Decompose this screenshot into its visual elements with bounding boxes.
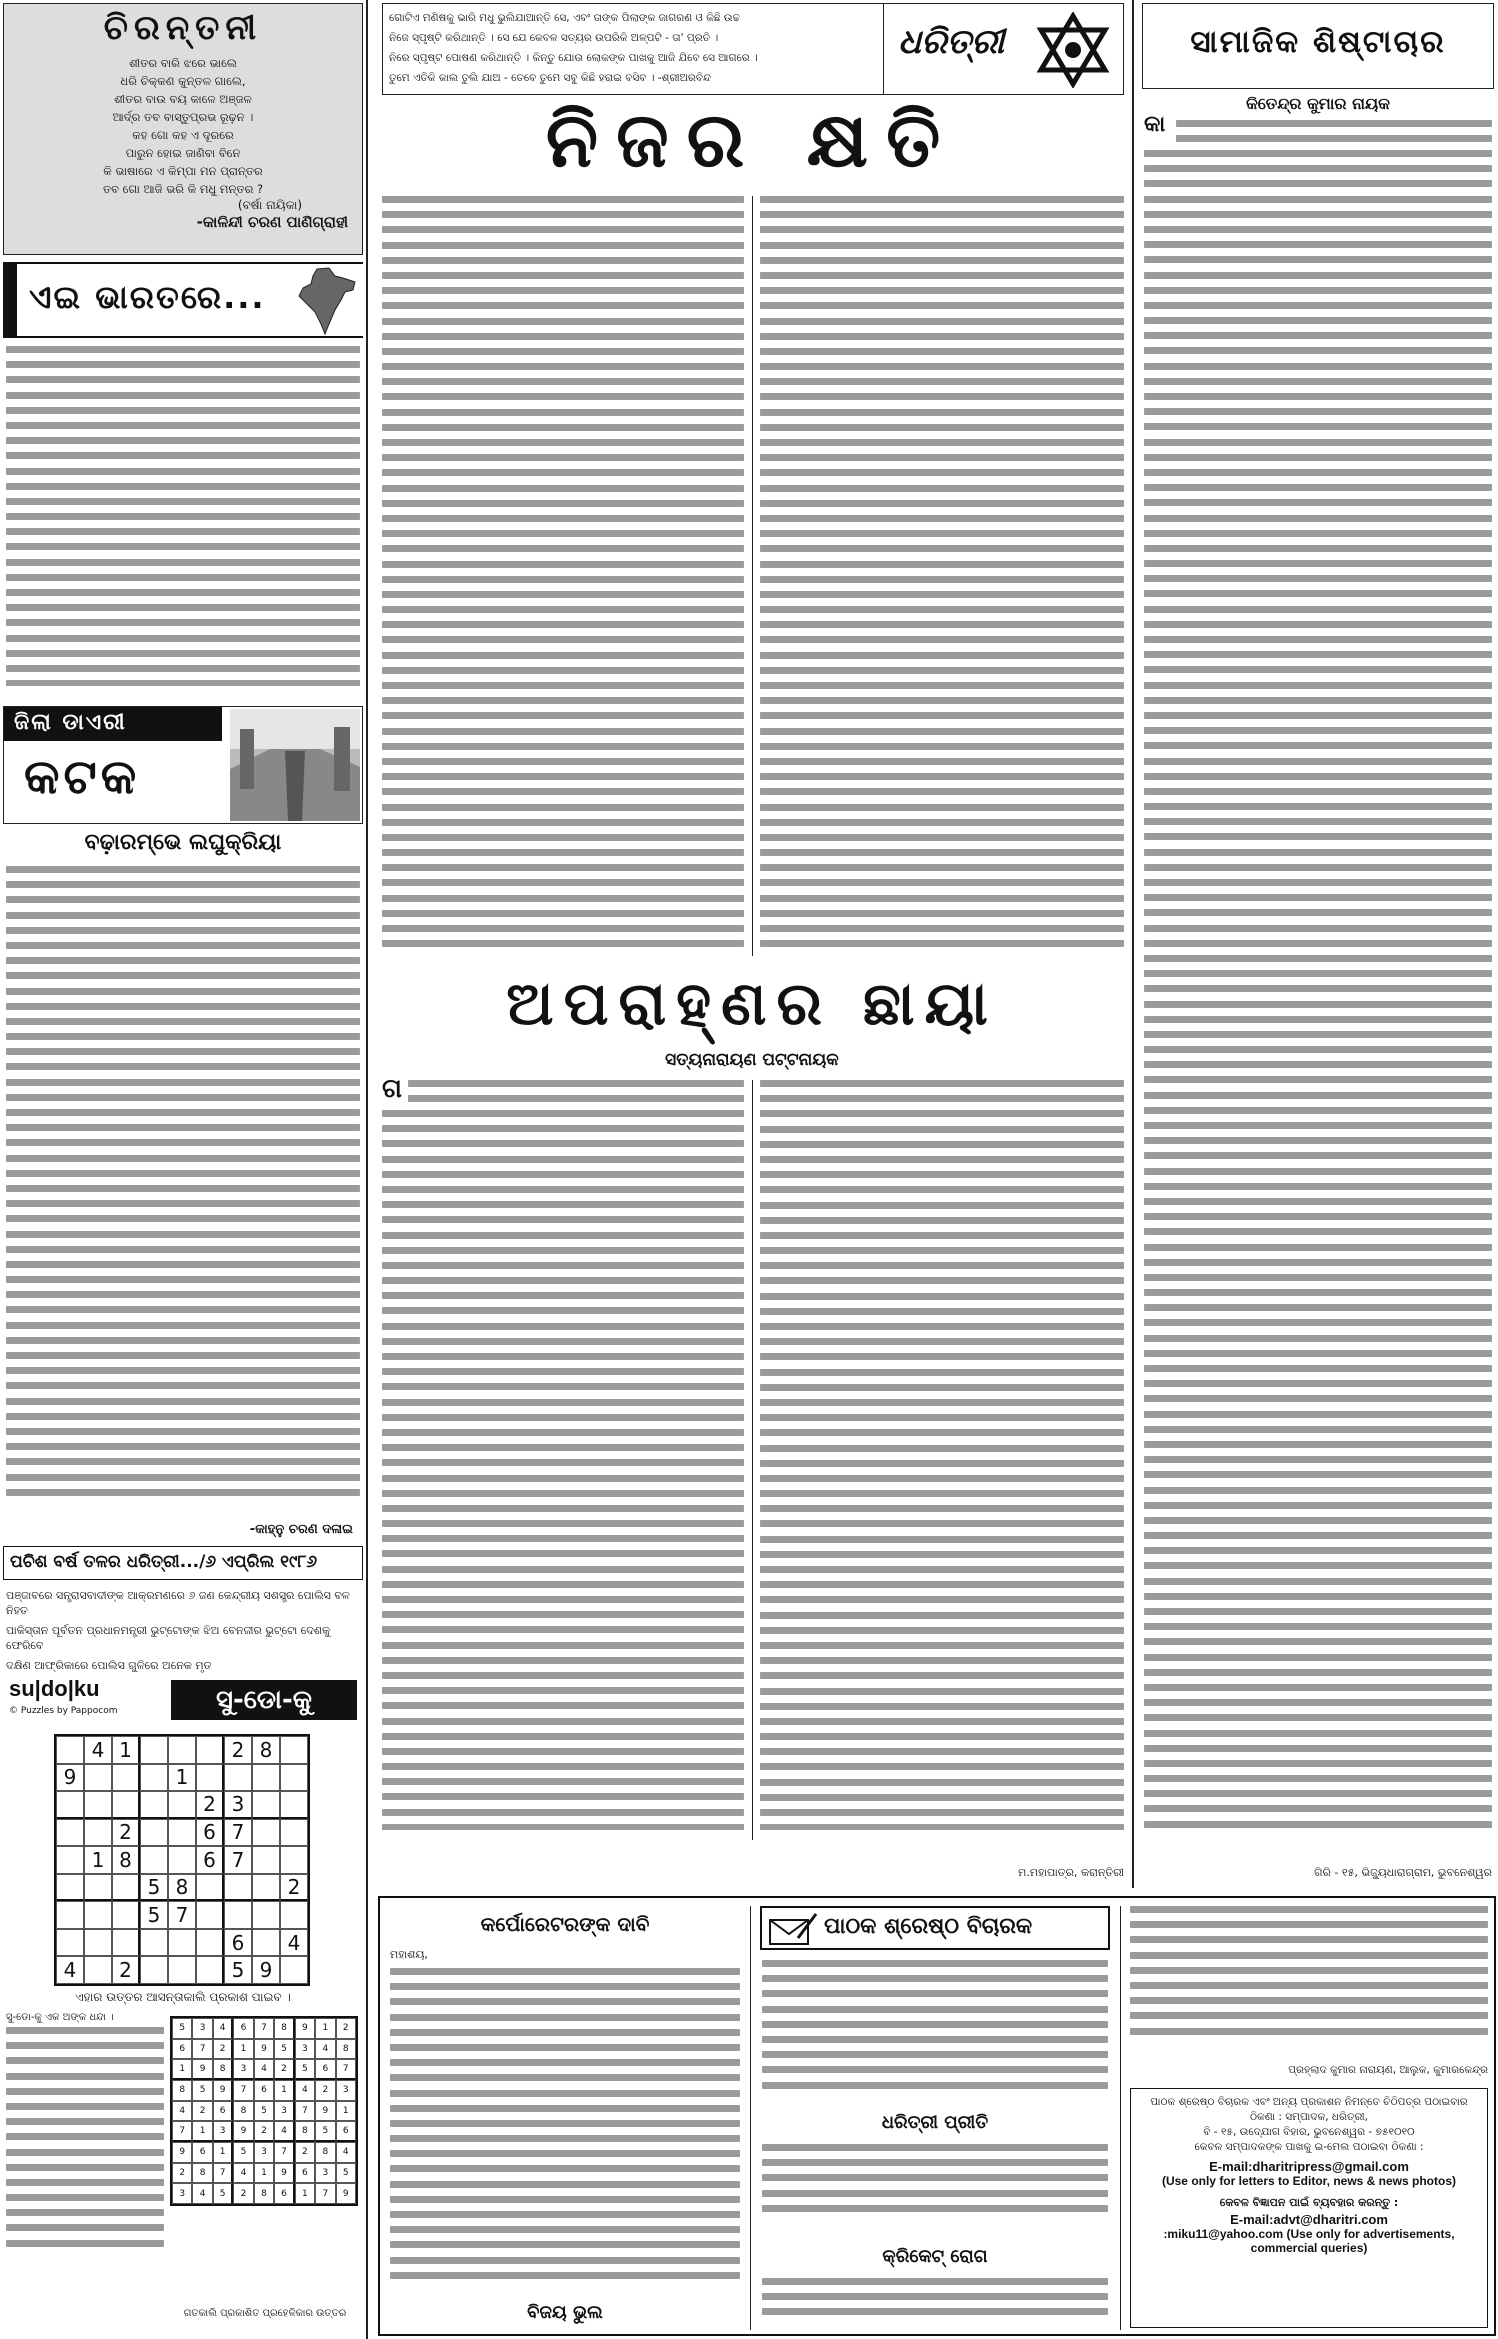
sudoku-cell[interactable] — [168, 1819, 196, 1847]
poem-author: -କାଳିନ୍ଦୀ ଚରଣ ପାଣିଗ୍ରାହୀ — [196, 213, 348, 231]
sudoku-cell: 3 — [336, 2080, 356, 2101]
letter3-title: କ୍ରିକେଟ୍ ରୋଗ — [882, 2246, 988, 2267]
sudoku-cell: 4 — [315, 2039, 335, 2060]
sudoku-cell: 6 — [172, 2039, 192, 2060]
sudoku-cell: 3 — [213, 2121, 233, 2142]
sudoku-cell[interactable] — [140, 1736, 168, 1764]
letter1-signoff: ବିଜୟ ଭୁଲ — [527, 2302, 603, 2323]
etiquette-title-box — [1142, 3, 1494, 89]
sudoku-cell: 1 — [233, 2039, 253, 2060]
etiquette-dropcap: କା — [1144, 112, 1166, 137]
sudoku-cell: 7 — [192, 2039, 212, 2060]
letter-col2-body — [762, 1960, 1108, 2108]
sudoku-cell: 5 — [274, 2039, 294, 2060]
sudoku-cell: 5 — [172, 2018, 192, 2039]
archive-item: ପଞ୍ଜାବରେ ସନ୍ତ୍ରାସବାଦୀଙ୍କ ଆକ୍ରମଣରେ ୬ ଜଣ କେନ୍ଦ୍ରୀୟ ସଶସ୍ତ୍ର ପୋଲିସ ବଳ ନିହତ — [6, 1589, 350, 1617]
headline-2: ଅପରାହ୍ଣର ଛାୟା — [506, 969, 998, 1039]
sudoku-cell: 1 — [295, 2183, 315, 2204]
sudoku-cell: 1 — [254, 2163, 274, 2184]
letter3-body-cont — [1130, 1906, 1488, 2056]
sudoku-cell[interactable] — [56, 1819, 84, 1847]
sudoku-cell[interactable] — [168, 1956, 196, 1984]
sudoku-cell[interactable]: 6 — [196, 1819, 224, 1847]
district-name: କଟକ — [24, 749, 141, 805]
sudoku-cell: 6 — [254, 2080, 274, 2101]
sudoku-cell: 8 — [213, 2059, 233, 2080]
sudoku-cell[interactable] — [196, 1736, 224, 1764]
contact-box — [1130, 2088, 1488, 2328]
sudoku-cell: 2 — [172, 2163, 192, 2184]
sudoku-cell[interactable] — [252, 1929, 280, 1957]
sudoku-cell: 4 — [274, 2121, 294, 2142]
archive-header — [3, 1546, 363, 1580]
sudoku-cell: 2 — [192, 2101, 212, 2122]
district-author: -କାହ୍ନୁ ଚରଣ ଦଳାଇ — [249, 1522, 353, 1537]
letter3-body — [762, 2278, 1108, 2334]
sudoku-cell[interactable]: 8 — [252, 1736, 280, 1764]
sudoku-cell[interactable] — [168, 1846, 196, 1874]
sudoku-cell: 5 — [213, 2183, 233, 2204]
sudoku-cell[interactable] — [224, 1901, 252, 1929]
ads-heading: କେବଳ ବିଜ୍ଞାପନ ପାଇଁ ବ୍ୟବହାର କରନ୍ତୁ : — [1219, 2196, 1399, 2209]
sudoku-title: ସୁ-ଡୋ-କୁ — [171, 1680, 357, 1720]
archive-item: ଦକ୍ଷିଣ ଆଫ୍ରିକାରେ ପୋଲିସ ଗୁଳିରେ ଅନେକ ମୃତ — [6, 1659, 212, 1672]
sudoku-cell: 2 — [233, 2183, 253, 2204]
contact-line: ବି - ୧୫, ଉଦ୍ଯୋଗ ବିହାର, ଭୁବନେଶ୍ୱର - ୭୫୧୦୧୦ — [1203, 2126, 1415, 2138]
story2-signoff: ମ.ମହାପାତ୍ର, କରାନ୍ତିରୀ — [1018, 1866, 1124, 1879]
sudoku-cell: 3 — [233, 2059, 253, 2080]
sudoku-cell: 5 — [336, 2163, 356, 2184]
letter2-title: ଧରିତ୍ରୀ ପ୍ରୀତି — [881, 2112, 989, 2133]
editor-email-link[interactable]: E-mail:dharitripress@gmail.com — [1209, 2159, 1409, 2174]
poem-lines: ଶୀତର ବାରି ଝରେ ଭାଲେ ଧରି ଚିକ୍କଣ କୁନ୍ତଳ ଗାଲେ, ଶୀତର ବାଉ ବୟ କାଳେ ଅଞ୍ଜଳ ଆର୍ଦ୍ର ତବ ବାସ୍ତୁପ୍ରଭ ରୂଢ଼ନ । କହ ଗୋ କହ ଏ ଦୂରରେ ପାରୁନ ହୋଇ ଜାଣିବା ବିନେ କି ଭାଷାରେ ଏ କିମ୍ପା ମନ ପ୍ରାନ୍ତର ତବ ଗୋ ଆଜି ଭରି କି ମଧୁ ମନ୍ତର ? — [102, 56, 264, 196]
archive-item: ପାକିସ୍ତାନ ପୂର୍ବତନ ପ୍ରଧାନମନ୍ତ୍ରୀ ଭୁଟ୍ଟୋଙ୍କ ଝିଅ ବେନଜୀର ଭୁଟ୍ଟୋ ଦେଶକୁ ଫେରିବେ — [6, 1624, 331, 1652]
sudoku-cell[interactable] — [196, 1874, 224, 1902]
letter1-title: କର୍ପୋରେଟରଙ୍କ ଦାବି — [480, 1912, 650, 1936]
letter1-greeting: ମହାଶୟ, — [390, 1948, 428, 1961]
sudoku-cell[interactable] — [252, 1764, 280, 1792]
sudoku-cell: 9 — [295, 2018, 315, 2039]
sudoku-cell[interactable] — [168, 1791, 196, 1819]
archive-heading: ପଚିଶ ବର୍ଷ ତଳର ଧରିତ୍ରୀ.../୬ ଏପ୍ରିଲ ୧୯୮୬ — [10, 1552, 318, 1572]
story2-col2 — [760, 1080, 1124, 1830]
story2-col1 — [408, 1080, 744, 1112]
story2-byline: ସତ୍ୟନାରାୟଣ ପଟ୍ଟନାୟକ — [665, 1050, 839, 1070]
sudoku-cell[interactable]: 8 — [168, 1874, 196, 1902]
sudoku-cell: 5 — [254, 2101, 274, 2122]
story1-col2 — [760, 196, 1124, 956]
sudoku-cell[interactable]: 7 — [224, 1846, 252, 1874]
sudoku-cell[interactable]: 9 — [56, 1764, 84, 1792]
sudoku-cell: 6 — [213, 2101, 233, 2122]
sudoku-cell[interactable]: 1 — [112, 1736, 140, 1764]
sudoku-cell: 4 — [213, 2018, 233, 2039]
sudoku-cell[interactable] — [112, 1901, 140, 1929]
sudoku-cell[interactable] — [140, 1956, 168, 1984]
sudoku-cell: 5 — [315, 2121, 335, 2142]
sudoku-cell: 9 — [213, 2080, 233, 2101]
sudoku-cell: 3 — [192, 2018, 212, 2039]
sudoku-cell: 6 — [315, 2059, 335, 2080]
sudoku-brand: su|do|ku — [9, 1676, 100, 1701]
sudoku-cell[interactable] — [280, 1819, 308, 1847]
sudoku-howto-title: ସୁ-ଡୋ-କୁ ଏକ ଅଙ୍କ ଧନ୍ଦା । — [6, 2012, 114, 2023]
sudoku-cell: 6 — [192, 2142, 212, 2163]
sudoku-cell[interactable] — [112, 1764, 140, 1792]
sudoku-cell: 8 — [295, 2121, 315, 2142]
sudoku-cell: 2 — [315, 2080, 335, 2101]
sudoku-cell: 8 — [233, 2101, 253, 2122]
sudoku-header — [3, 1676, 363, 1728]
sudoku-cell: 9 — [233, 2121, 253, 2142]
sudoku-cell: 3 — [295, 2039, 315, 2060]
sudoku-cell[interactable] — [224, 1874, 252, 1902]
letter2-body — [762, 2144, 1108, 2234]
sudoku-cell[interactable]: 2 — [196, 1791, 224, 1819]
sudoku-cell: 6 — [295, 2163, 315, 2184]
sudoku-cell[interactable] — [252, 1846, 280, 1874]
sudoku-cell[interactable]: 1 — [84, 1846, 112, 1874]
sudoku-cell: 7 — [274, 2142, 294, 2163]
sudoku-cell[interactable]: 9 — [252, 1956, 280, 1984]
sudoku-cell[interactable] — [140, 1819, 168, 1847]
sudoku-answer-caption: ଗତକାଲି ପ୍ରକାଶିତ ପ୍ରହେଳିକାର ଉତ୍ତର — [183, 2308, 347, 2319]
district-photo — [230, 709, 360, 821]
sudoku-cell[interactable] — [196, 1929, 224, 1957]
sudoku-cell[interactable] — [280, 1901, 308, 1929]
sudoku-cell[interactable] — [56, 1929, 84, 1957]
sudoku-cell[interactable]: 5 — [224, 1956, 252, 1984]
sudoku-cell: 2 — [336, 2018, 356, 2039]
contact-line: ପାଠକ ଶ୍ରେଷ୍ଠ ବିଚାରକ ଏବଂ ଅନ୍ୟ ପ୍ରକାଶନ ନିମନ୍ତେ ଚିଠିପତ୍ର ପଠାଇବାର ଠିକଣା : ସମ୍ପାଦକ, ଧରିତ୍ରୀ, — [1150, 2096, 1468, 2123]
sudoku-cell: 7 — [233, 2080, 253, 2101]
sudoku-cell[interactable] — [140, 1791, 168, 1819]
story2-dropcap: ଗ — [382, 1074, 402, 1104]
india-map-icon — [295, 266, 359, 336]
star-emblem-icon — [1035, 12, 1111, 88]
letters-section-title: ପାଠକ ଶ୍ରେଷ୍ଠ ବିଚାରକ — [824, 1914, 1033, 1939]
sudoku-cell: 6 — [233, 2018, 253, 2039]
sudoku-cell[interactable] — [280, 1956, 308, 1984]
contact-line: କେବଳ ସମ୍ପାଦକଙ୍କ ପାଖକୁ ଇ-ମେଲ ପଠାଇବା ଠିକଣା : — [1194, 2141, 1424, 2153]
sudoku-cell[interactable] — [252, 1901, 280, 1929]
sudoku-cell: 9 — [274, 2163, 294, 2184]
sudoku-cell: 9 — [192, 2059, 212, 2080]
letters-section — [378, 1896, 1496, 2336]
bharat-header — [3, 262, 363, 338]
sudoku-cell[interactable] — [168, 1929, 196, 1957]
sudoku-howto — [6, 2012, 166, 2267]
sudoku-cell: 8 — [336, 2039, 356, 2060]
sudoku-cell[interactable] — [252, 1791, 280, 1819]
sudoku-cell: 6 — [336, 2121, 356, 2142]
sudoku-cell[interactable] — [84, 1956, 112, 1984]
sudoku-cell[interactable] — [56, 1901, 84, 1929]
sudoku-cell[interactable] — [84, 1901, 112, 1929]
sudoku-cell: 7 — [295, 2101, 315, 2122]
sudoku-cell[interactable]: 6 — [196, 1846, 224, 1874]
sudoku-cell[interactable] — [252, 1874, 280, 1902]
sudoku-cell: 8 — [172, 2080, 192, 2101]
sudoku-cell[interactable]: 6 — [224, 1929, 252, 1957]
sudoku-cell[interactable] — [280, 1736, 308, 1764]
sudoku-cell[interactable] — [84, 1929, 112, 1957]
letter1-body — [390, 1968, 740, 2294]
sudoku-cell: 2 — [213, 2039, 233, 2060]
letters-section-header — [760, 1906, 1110, 1950]
sudoku-cell: 3 — [172, 2183, 192, 2204]
poem-box — [3, 3, 363, 255]
sudoku-cell: 9 — [315, 2101, 335, 2122]
envelope-pen-icon — [768, 1912, 818, 1946]
sudoku-cell: 1 — [172, 2059, 192, 2080]
sudoku-cell[interactable]: 2 — [112, 1819, 140, 1847]
sudoku-cell[interactable] — [140, 1929, 168, 1957]
sudoku-cell[interactable] — [84, 1819, 112, 1847]
sudoku-cell: 7 — [315, 2183, 335, 2204]
sudoku-cell: 4 — [336, 2142, 356, 2163]
sudoku-cell[interactable]: 2 — [280, 1874, 308, 1902]
etiquette-body — [1144, 150, 1492, 1850]
sudoku-cell[interactable] — [56, 1736, 84, 1764]
sudoku-cell: 5 — [295, 2059, 315, 2080]
sudoku-cell[interactable] — [224, 1764, 252, 1792]
sudoku-credit: © Puzzles by Pappocom — [9, 1706, 118, 1716]
sudoku-cell[interactable] — [252, 1819, 280, 1847]
sudoku-cell: 3 — [315, 2163, 335, 2184]
sudoku-cell: 3 — [254, 2142, 274, 2163]
sudoku-cell[interactable]: 5 — [140, 1901, 168, 1929]
sudoku-cell: 5 — [192, 2080, 212, 2101]
sudoku-cell: 1 — [274, 2080, 294, 2101]
sudoku-cell: 1 — [213, 2142, 233, 2163]
etiquette-author: କିତେନ୍ଦ୍ର କୁମାର ନାୟକ — [1245, 94, 1391, 113]
district-label: ଜିଲା ଡାଏରୀ — [4, 707, 222, 741]
sudoku-cell[interactable] — [196, 1956, 224, 1984]
sudoku-caption: ଏହାର ଉତ୍ତର ଆସନ୍ତାକାଲି ପ୍ରକାଶ ପାଇବ । — [75, 1990, 291, 2004]
sudoku-cell[interactable]: 8 — [112, 1846, 140, 1874]
ads-email-link-2[interactable]: :miku11@yahoo.com (Use only for advertisements, commercial queries) — [1163, 2227, 1455, 2255]
sudoku-cell[interactable] — [140, 1846, 168, 1874]
sudoku-cell: 2 — [295, 2142, 315, 2163]
sudoku-cell: 4 — [172, 2101, 192, 2122]
sudoku-cell[interactable]: 4 — [280, 1929, 308, 1957]
sudoku-cell[interactable] — [280, 1764, 308, 1792]
sudoku-cell[interactable] — [112, 1874, 140, 1902]
poem-source: (ବର୍ଷା ନାୟିକା) — [237, 198, 302, 212]
sudoku-cell: 6 — [274, 2183, 294, 2204]
sudoku-cell: 4 — [233, 2163, 253, 2184]
sudoku-cell: 7 — [172, 2121, 192, 2142]
sudoku-cell[interactable] — [56, 1846, 84, 1874]
sudoku-cell: 7 — [336, 2059, 356, 2080]
sudoku-cell[interactable] — [112, 1791, 140, 1819]
sudoku-cell[interactable]: 3 — [224, 1791, 252, 1819]
masthead-quote: ଗୋଟିଏ ମଣିଷକୁ ଭାରି ମଧୁ ଭୁଲିଯାଆନ୍ତି ସେ, ଏବଂ ତାଙ୍କ ପିଲାଙ୍କ ଜାଗରଣ ଓ କିଛି ଉଚ୍ଚ ନିଜେ ସ୍ପୃଷ୍ଟି କରିଥାନ୍ତି । ସେ ଯେ କେବଳ ସତ୍ୟର ଉପରିକି ଅଳ୍ପଟି - ତା' ପ୍ରତି । ନିରେ ସ୍ପୃଷ୍ଟ ପୋଷଣ କରିଥାନ୍ତି । କିନ୍ତୁ ଯୋଉ ଲୋକଙ୍କ ପାଖକୁ ଆଜି ଯିବେ ସେ ଆଗରେ । ତୁମେ ଏତିକି କାଲ ତୁଲି ଯାଅ - ତେବେ ତୁମେ ସବୁ କିଛି ହରାଇ ବସିବ । -ଶ୍ରୀଅରବିନ୍ଦ — [382, 3, 884, 95]
sudoku-cell[interactable]: 5 — [140, 1874, 168, 1902]
editor-email-note: (Use only for letters to Editor, news & news photos) — [1161, 2174, 1457, 2188]
sudoku-cell[interactable] — [280, 1791, 308, 1819]
sudoku-cell[interactable] — [196, 1901, 224, 1929]
sudoku-cell[interactable]: 7 — [168, 1901, 196, 1929]
sudoku-cell[interactable]: 2 — [112, 1956, 140, 1984]
headline-1: ନିଜର କ୍ଷତି — [545, 95, 959, 184]
sudoku-cell[interactable] — [196, 1764, 224, 1792]
district-diary — [3, 706, 363, 824]
etiquette-signoff: ଗିରି - ୧୫, ଭିଜ୍ୟୁଧାରାଗ୍ରାମ, ଭୁବନେଶ୍ୱର — [1314, 1866, 1492, 1879]
bharat-heading: ଏଇ ଭାରତରେ... — [29, 278, 266, 316]
sudoku-cell[interactable] — [84, 1764, 112, 1792]
sudoku-cell[interactable]: 4 — [56, 1956, 84, 1984]
sudoku-cell: 4 — [295, 2080, 315, 2101]
sudoku-cell: 9 — [336, 2183, 356, 2204]
sudoku-cell: 4 — [192, 2183, 212, 2204]
story1-col1 — [382, 196, 744, 956]
sudoku-cell: 8 — [274, 2018, 294, 2039]
ads-email-link[interactable]: E-mail:advt@dharitri.com — [1230, 2212, 1388, 2227]
bharat-body — [6, 346, 360, 686]
sudoku-cell[interactable]: 4 — [84, 1736, 112, 1764]
sudoku-cell[interactable] — [56, 1791, 84, 1819]
sudoku-cell[interactable] — [56, 1874, 84, 1902]
sudoku-cell[interactable] — [112, 1929, 140, 1957]
sudoku-cell: 7 — [213, 2163, 233, 2184]
etiquette-title: ସାମାଜିକ ଶିଷ୍ଟାଚାର — [1190, 24, 1446, 60]
sudoku-cell[interactable] — [140, 1764, 168, 1792]
sudoku-cell: 3 — [274, 2101, 294, 2122]
sudoku-cell: 2 — [254, 2121, 274, 2142]
sudoku-cell: 9 — [254, 2039, 274, 2060]
story2-col1 — [382, 1110, 744, 1830]
district-story-body — [6, 866, 360, 1516]
sudoku-cell[interactable]: 1 — [168, 1764, 196, 1792]
sudoku-cell: 2 — [274, 2059, 294, 2080]
paper-logo — [884, 3, 1124, 95]
sudoku-cell[interactable] — [84, 1874, 112, 1902]
answer-grid — [170, 2016, 358, 2206]
sudoku-cell[interactable] — [84, 1791, 112, 1819]
sudoku-cell: 8 — [315, 2142, 335, 2163]
sudoku-cell: 1 — [315, 2018, 335, 2039]
sudoku-cell: 1 — [336, 2101, 356, 2122]
sudoku-cell: 8 — [192, 2163, 212, 2184]
sudoku-cell: 1 — [192, 2121, 212, 2142]
poem-title: ଚିରନ୍ତନୀ — [103, 8, 263, 48]
letter3-signoff: ପ୍ରହ୍ଲାଦ କୁମାର ନାରାୟଣ, ଆଲୁକ, କୁମାରକେନ୍ଦ୍ର — [1288, 2064, 1488, 2076]
sudoku-cell[interactable] — [280, 1846, 308, 1874]
sudoku-grid[interactable] — [54, 1734, 310, 1986]
sudoku-cell[interactable]: 7 — [224, 1819, 252, 1847]
sudoku-cell[interactable]: 2 — [224, 1736, 252, 1764]
sudoku-cell: 4 — [254, 2059, 274, 2080]
sudoku-cell: 5 — [233, 2142, 253, 2163]
district-story-title: ବଢ଼ାରମ୍ଭେ ଲଘୁକ୍ରିୟା — [84, 830, 282, 855]
sudoku-cell: 9 — [172, 2142, 192, 2163]
etiquette-body — [1176, 120, 1492, 150]
archive-items — [6, 1588, 360, 1673]
paper-name: ଧରିତ୍ରୀ — [898, 22, 1005, 62]
sudoku-cell: 7 — [254, 2018, 274, 2039]
sudoku-cell[interactable] — [168, 1736, 196, 1764]
sudoku-cell: 8 — [254, 2183, 274, 2204]
